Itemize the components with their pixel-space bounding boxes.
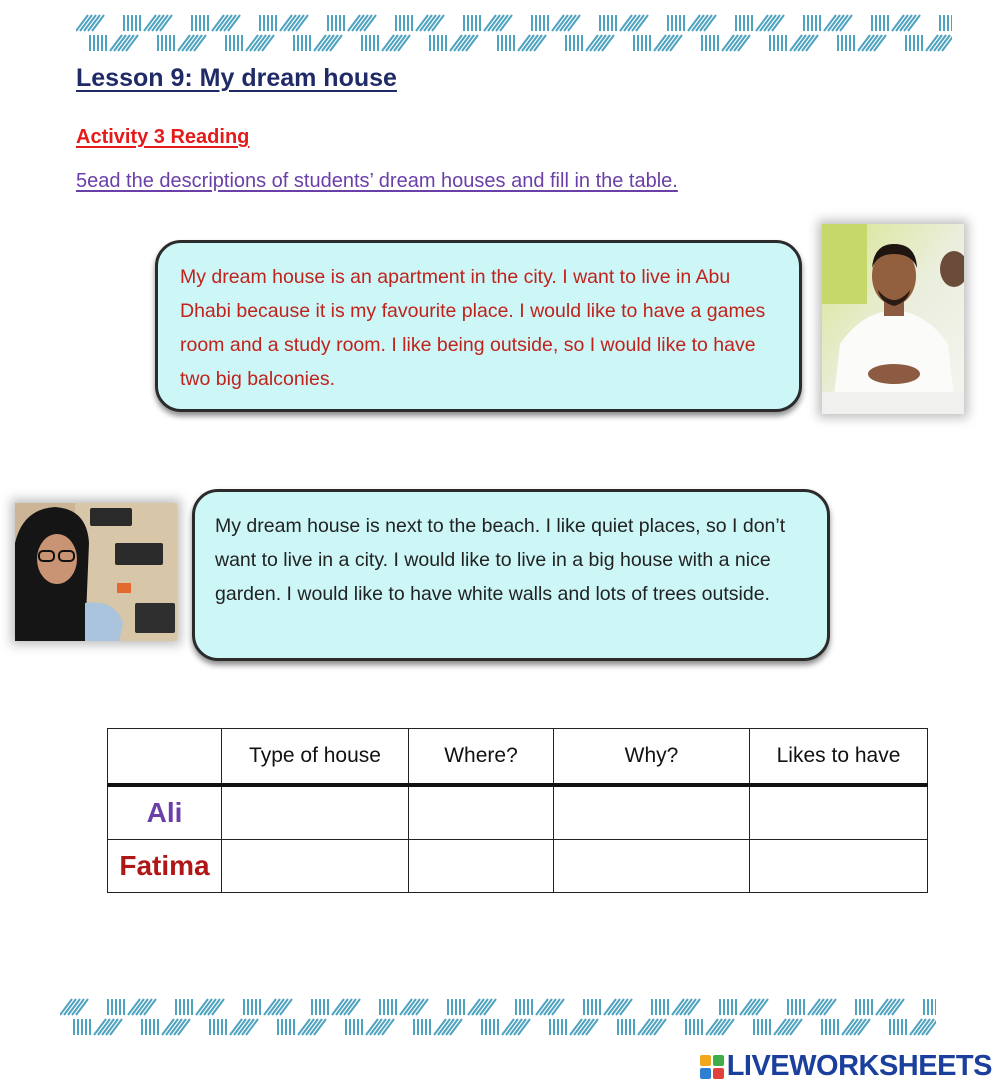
header-likes-to-have: Likes to have bbox=[750, 729, 928, 786]
student-photo-fatima bbox=[15, 503, 177, 641]
table-row-fatima bbox=[108, 840, 928, 893]
cell-ali-likes-to-have[interactable] bbox=[750, 785, 928, 840]
liveworksheets-logo[interactable] bbox=[700, 1050, 992, 1083]
header-where: Where? bbox=[409, 729, 554, 786]
header-empty bbox=[108, 729, 222, 786]
row-name-fatima: Fatima bbox=[108, 840, 222, 893]
cell-ali-where[interactable] bbox=[409, 785, 554, 840]
cell-fatima-type-of-house[interactable] bbox=[222, 840, 409, 893]
cell-fatima-likes-to-have[interactable] bbox=[750, 840, 928, 893]
cell-ali-why[interactable] bbox=[554, 785, 750, 840]
header-type-of-house: Type of house bbox=[222, 729, 409, 786]
description-fatima: My dream house is next to the beach. I like quiet places, so I don’t want to live in a city. I would like to live in a big house with a nice garden. I would like to have white walls and lots of trees outside. bbox=[215, 515, 786, 605]
description-ali: My dream house is an apartment in the city. I want to live in Abu Dhabi because it is my favourite place. I would like to have a games room and a study room. I like being outside, so I would like to have two big balconies. bbox=[180, 266, 766, 390]
speech-bubble-ali bbox=[155, 240, 802, 412]
pattern-top-svg bbox=[76, 13, 952, 53]
liveworksheets-wordmark: LIVEWORKSHEETS bbox=[726, 1050, 992, 1082]
liveworksheets-logo-icon bbox=[700, 1055, 724, 1079]
table-row-ali bbox=[108, 785, 928, 840]
row-name-ali: Ali bbox=[108, 785, 222, 840]
speech-bubble-fatima bbox=[192, 489, 830, 661]
activity-title: Activity 3 Reading bbox=[76, 126, 250, 148]
cell-fatima-why[interactable] bbox=[554, 840, 750, 893]
decorative-pattern-band-top bbox=[76, 13, 952, 53]
fill-in-table bbox=[107, 728, 928, 893]
cell-ali-type-of-house[interactable] bbox=[222, 785, 409, 840]
header-why: Why? bbox=[554, 729, 750, 786]
pattern-bottom-svg bbox=[60, 997, 936, 1037]
cell-fatima-where[interactable] bbox=[409, 840, 554, 893]
lesson-title: Lesson 9: My dream house bbox=[76, 64, 397, 92]
decorative-pattern-band-bottom bbox=[60, 997, 936, 1037]
student-photo-ali bbox=[822, 224, 964, 414]
instructions-text: 5ead the descriptions of students’ dream houses and fill in the table. bbox=[76, 170, 678, 192]
table-header-row bbox=[108, 729, 928, 786]
